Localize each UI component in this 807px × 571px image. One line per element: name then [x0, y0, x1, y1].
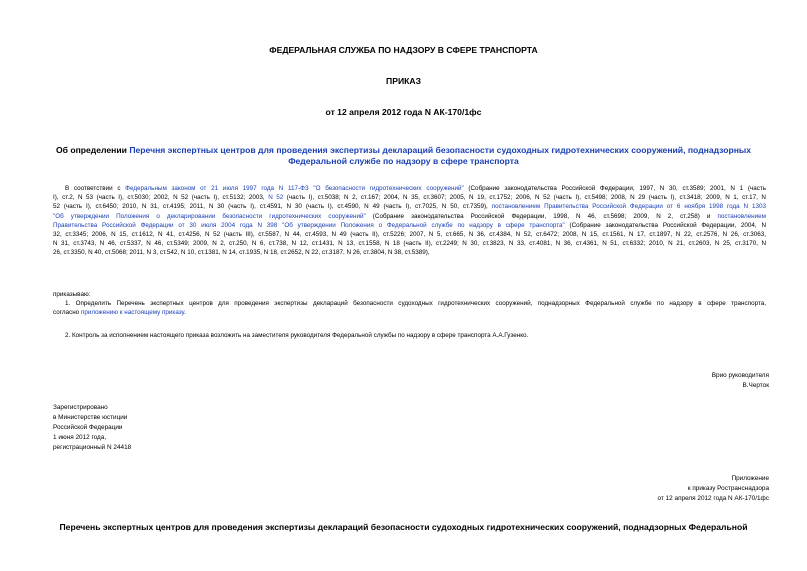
signature-block	[712, 371, 769, 391]
registration-line-4: 1 июня 2012 года,	[53, 434, 107, 441]
appendix-link[interactable]: приложению к настоящему приказу	[80, 309, 185, 317]
preamble-line-7: N 31, ст.3743, N 46, ст.5337, N 46, ст.5349; 2009, N 2, ст.250, N 6, ст.738, N 12, ст.1431, N 13, ст.1558, N 18 (часть II), ст.2249; N 30, ст.3823, N 33, ст.4081, N 36, ст.4361, N 51, ст.6332; 2010, N 21, ст.2603, N 25, ст.3170, N	[53, 240, 766, 248]
title-prefix: Об определении	[55, 145, 130, 155]
signature-position: Врио руководителя	[711, 372, 769, 379]
n52-link[interactable]: N 52	[268, 194, 284, 202]
order-item-1: 1. Определить Перечень экспертных центров для проведения экспертизы деклараций безопасности судоходных гидротехнических сооружений, поднадзорных Федеральной службе по надзору в сфере транспорта,	[65, 300, 766, 308]
preamble-line-1: В соответствии с Федеральным законом от 21 июля 1997 года N 117-ФЗ "О безопасности гидротехнических сооружений" (Собрание законодательства Российской Федерации, 1997, N 30, ст.3589; 2001, N 1 (часть	[65, 185, 767, 192]
gov-decree-398-title-link[interactable]: Правительства Российской Федерации от 30 июля 2004 года N 398 "Об утверждении Положения о Федеральной службе по надзору в сфере транспорта"	[53, 221, 565, 229]
order-item-1-continued: согласно приложению к настоящему приказу.	[53, 309, 186, 317]
registration-line-3: Российской Федерации	[53, 424, 123, 431]
preamble-line-6: 32, ст.3345; 2006, N 15, ст.1612, N 41, ст.4256, N 52 (часть III), ст.5587, N 44, ст.4593, N 49 (часть II), ст.5226; 2007, N 5, ст.665, N 36, ст.4384, N 52, ст.6472; 2008, N 15, ст.1561, N 17, ст.1897, N 22, ст.2576, N 26, ст.3063,	[53, 231, 766, 239]
order-item-2: 2. Контроль за исполнением настоящего приказа возложить на заместителя руководителя Федеральной службы по надзору в сфере транспорта А.А.Гузенко.	[65, 332, 529, 339]
registration-line-2: в Министерстве юстиции	[53, 414, 128, 421]
title-link-line2[interactable]: Федеральной службе по надзору в сфере транспорта	[288, 156, 519, 166]
preamble	[53, 184, 766, 258]
preamble-line-8: 26, ст.3350, N 40, ст.5068; 2011, N 3, ст.542, N 10, ст.1381, N 14, ст.1935, N 18, ст.2652, N 22, ст.3187, N 26, ст.3804, N 38, ст.5389),	[53, 249, 430, 257]
appendix-line-1: Приложение	[731, 475, 769, 482]
agency-heading: ФЕДЕРАЛЬНАЯ СЛУЖБА ПО НАДЗОРУ В СФЕРЕ ТРАНСПОРТА	[269, 45, 538, 55]
registration-line-5: регистрационный N 24418	[53, 444, 132, 451]
registration-block	[53, 403, 131, 453]
document-title	[0, 145, 807, 167]
gov-decree-1303-link[interactable]: постановлением Правительства Российской Федерации от 6 ноября 1998 года N 1303	[491, 203, 766, 211]
appendix-header	[658, 474, 769, 504]
order-section	[53, 290, 766, 318]
preamble-line-4: "Об утверждении Положения о декларировании безопасности гидротехнических сооружений" (Собрание законодательства Российской Федерации, 1998, N 46, ст.5698; 2009, N 2, ст.258) и постановлением	[53, 212, 766, 220]
preamble-line-3: 52 (часть I), ст.6450; 2010, N 31, ст.4195; 2011, N 30 (часть I), ст.4591, N 30 (часть I), ст.4590, N 49 (часть I), ст.7025, N 50, ст.7359), постановлением Правительства Российской Федерации от 6 ноября 1998 года N 1303	[53, 203, 766, 211]
appendix-title: Перечень экспертных центров для проведения экспертизы деклараций безопасности судоходных гидротехнических сооружений, поднадзорных Федеральной	[59, 522, 748, 532]
doc-type-heading: ПРИКАЗ	[386, 76, 421, 86]
order-word: приказываю:	[53, 291, 91, 298]
preamble-line-2: I), ст.2, N 53 (часть I), ст.5030; 2002, N 52 (часть I), ст.5132; 2003, N 52 (часть I), ст.5038; N 2, ст.167; 2004, N 35, ст.3607; 2005, N 19, ст.1752; 2006, N 52 (часть I), ст.5498; 2008, N 29 (часть I), ст.3418; 2009, N 1, ст.17, N	[53, 194, 766, 202]
doc-date-number: от 12 апреля 2012 года N АК-170/1фс	[325, 107, 482, 117]
appendix-line-2: к приказу Ространснадзора	[687, 485, 769, 492]
gov-decree-1303-title-link[interactable]: "Об утверждении Положения о декларировании безопасности гидротехнических сооружений"	[53, 212, 366, 220]
preamble-line-5: Правительства Российской Федерации от 30 июля 2004 года N 398 "Об утверждении Положения о Федеральной службе по надзору в сфере транспорта" (Собрание законодательства Российской Федерации, 2004, N	[53, 221, 766, 229]
signature-name: В.Черток	[742, 382, 769, 389]
gov-decree-398-link[interactable]: постановлением	[717, 212, 766, 220]
federal-law-link[interactable]: Федеральным законом от 21 июля 1997 года N 117-ФЗ "О безопасности гидротехнических сооружений"	[125, 185, 464, 192]
registration-line-1: Зарегистрировано	[53, 404, 108, 411]
title-link-line1[interactable]: Перечня экспертных центров для проведения экспертизы деклараций безопасности судоходных гидротехнических сооружений, поднадзорных	[129, 145, 752, 155]
appendix-line-3: от 12 апреля 2012 года N АК-170/1фс	[657, 495, 769, 502]
